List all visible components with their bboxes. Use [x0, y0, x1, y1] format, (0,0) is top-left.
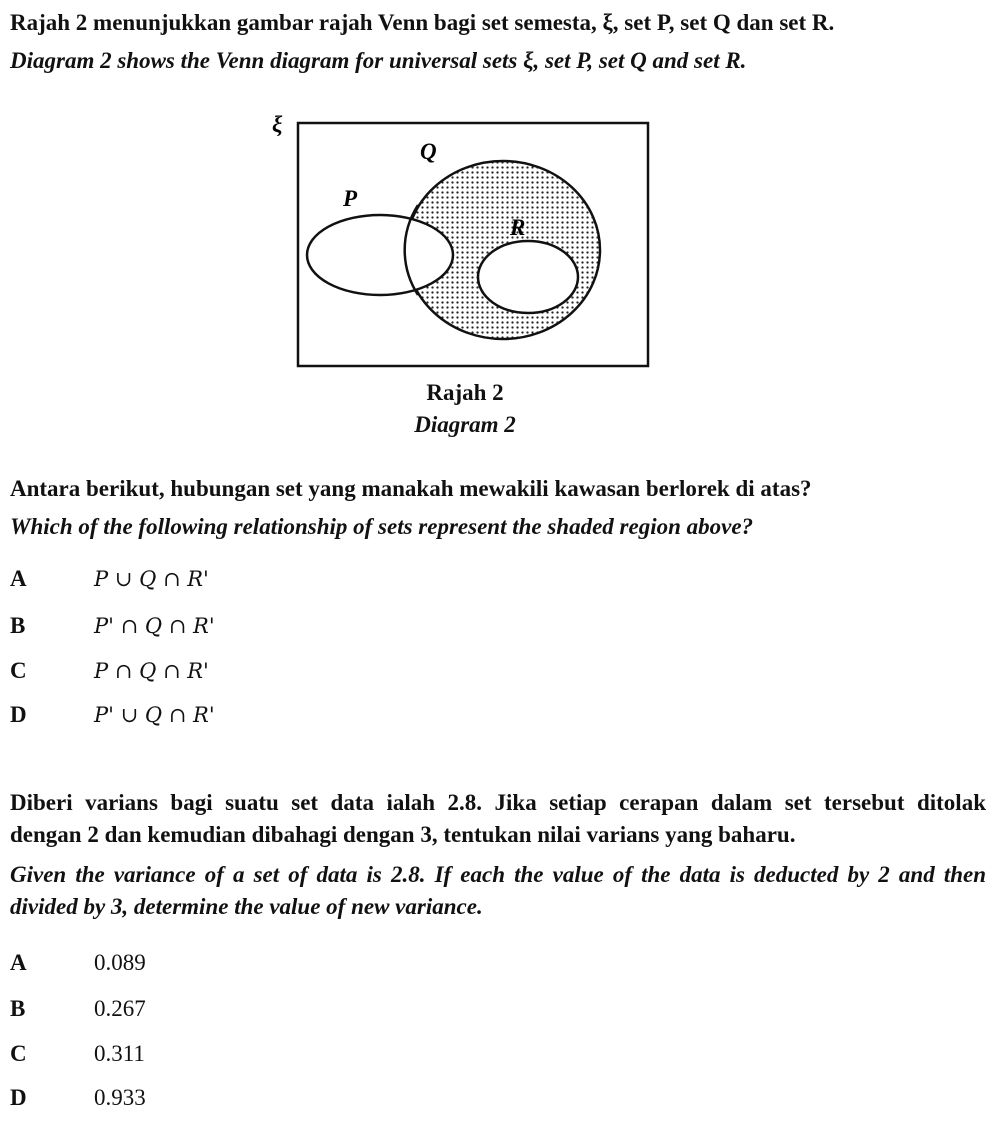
q1-question-malay: Antara berikut, hubungan set yang manakah mewakili kawasan berlorek di atas? [10, 476, 812, 501]
diagram-caption-malay: Rajah 2 [426, 380, 504, 405]
set-q-label: Q [420, 139, 437, 164]
q2-option-text: 0.311 [94, 1041, 145, 1066]
set-r-ellipse [478, 241, 578, 313]
q1-option-letter: A [10, 566, 27, 591]
q2-option-text: 0.933 [94, 1085, 146, 1110]
universal-set-label: ξ [272, 112, 283, 137]
q1-option-text: P ∪ Q ∩ R' [94, 567, 209, 591]
set-p-label: P [343, 186, 358, 211]
q2-text-malay-line2: dengan 2 dan kemudian dibahagi dengan 3, tentukan nilai varians yang baharu. [10, 822, 796, 847]
q2-text-english-line2: divided by 3, determine the value of new variance. [10, 894, 483, 919]
q1-question-english: Which of the following relationship of sets represent the shaded region above? [10, 514, 754, 539]
q1-option-letter: C [10, 658, 27, 683]
q2-option-letter: A [10, 950, 27, 975]
q1-option-letter: D [10, 702, 27, 727]
q1-intro-malay: Rajah 2 menunjukkan gambar rajah Venn bagi set semesta, ξ, set P, set Q dan set R. [10, 10, 835, 35]
q1-option-text: P' ∩ Q ∩ R' [94, 614, 215, 638]
q1-option-text: P ∩ Q ∩ R' [94, 659, 209, 683]
q1-option-text: P' ∪ Q ∩ R' [94, 703, 215, 727]
venn-diagram [250, 105, 650, 375]
q1-option-letter: B [10, 613, 26, 638]
q2-option-text: 0.267 [94, 996, 146, 1021]
q2-text-english-line1: Given the variance of a set of data is 2.8. If each the value of the data is deducted by 2 and then [10, 862, 986, 887]
diagram-caption-english: Diagram 2 [414, 412, 516, 437]
q2-option-letter: D [10, 1085, 27, 1110]
q2-option-letter: B [10, 996, 26, 1021]
q2-option-letter: C [10, 1041, 27, 1066]
set-r-label: R [510, 215, 526, 240]
q1-intro-english: Diagram 2 shows the Venn diagram for universal sets ξ, set P, set Q and set R. [10, 48, 747, 73]
q2-text-malay-line1: Diberi varians bagi suatu set data ialah 2.8. Jika setiap cerapan dalam set tersebut ditolak [10, 790, 986, 815]
set-p-ellipse [307, 215, 453, 295]
q2-option-text: 0.089 [94, 950, 146, 975]
